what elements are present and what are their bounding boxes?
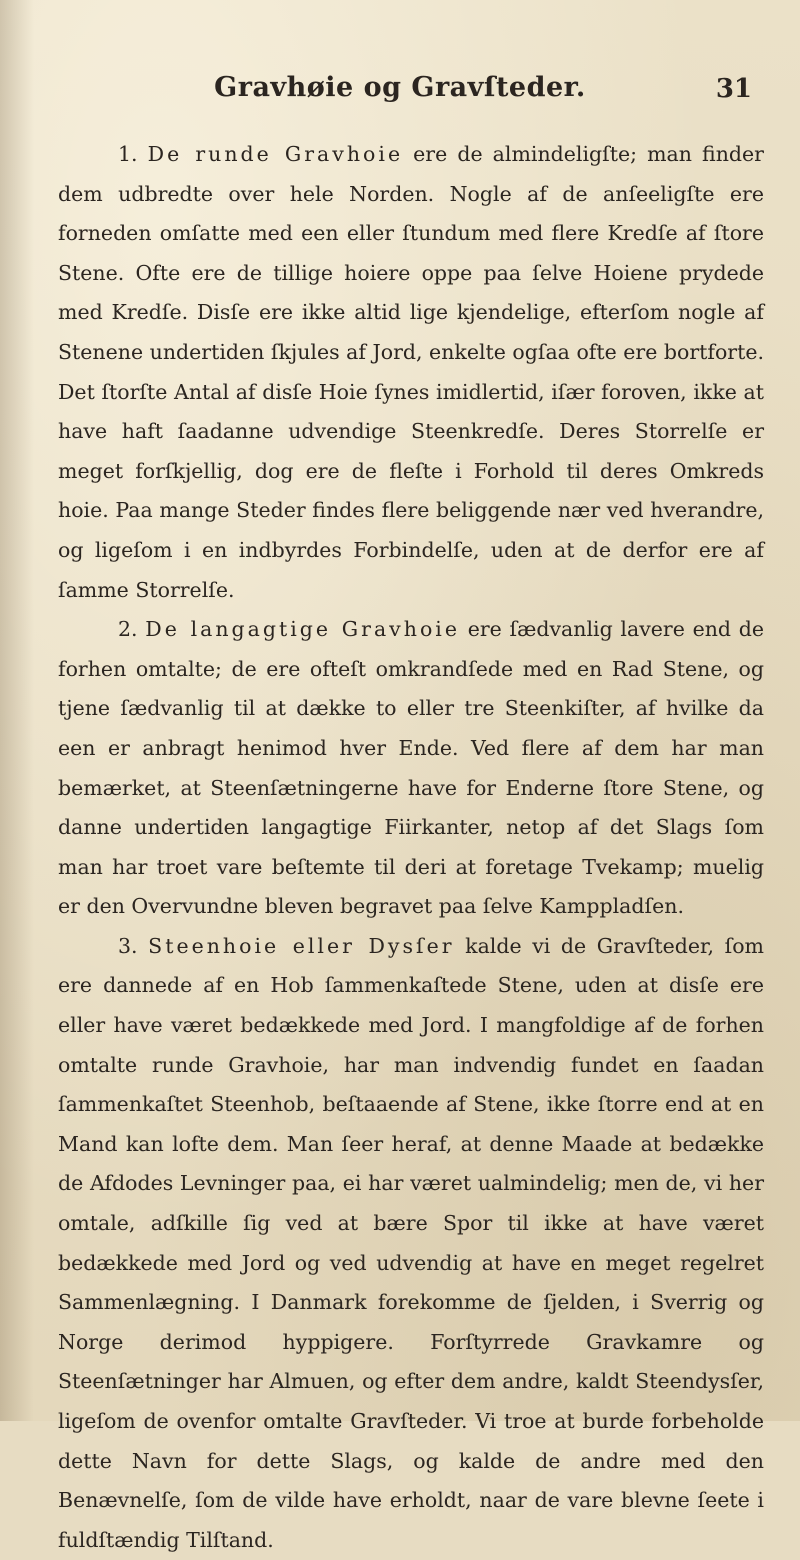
paragraph-1-text: ere de almindeligſte; man finder dem udbredte over hele Norden. Nogle af de anſeeligſte ere forneden omſatte med een eller ſtundum med flere Kredſe af ſtore Stene. Ofte ere de tillige hoiere oppe paa ſelve Hoiene prydede med Kredſe. Disſe ere ikke altid lige kjendelige, efterſom nogle af Stenene undertiden ſkjules af Jord, enkelte ogſaa ofte ere bortforte. Det ſtorſte Antal af disſe Hoie ſynes imidlertid, iſær foroven, ikke at have haft ſaadanne udvendige Steenkredſe. Deres Storrelſe er meget forſkjellig, dog ere de fleſte i Forhold til deres Omkreds hoie. Paa mange Steder findes flere beliggende nær ved hverandre, og ligeſom i en indbyrdes Forbindelſe, uden at de derfor ere af ſamme Storrelſe. <box>58 142 764 602</box>
paragraph-3-heading: Steenhoie eller Dysſer <box>148 933 455 958</box>
page-header <box>0 72 800 112</box>
paragraph-2 <box>58 610 764 927</box>
paragraph-2-text: ere ſædvanlig lavere end de forhen omtalte; de ere ofteſt omkrandſede med en Rad Stene, og tjene ſædvanlig til at dække to eller tre Steenkiſter, af hvilke da een er anbragt henimod hver Ende. Ved flere af dem har man bemærket, at Steenſætningerne have for Enderne ſtore Stene, og danne undertiden langagtige Fiirkanter, netop af det Slags ſom man har troet vare beſtemte til deri at foretage Tvekamp; muelig er den Overvundne bleven begravet paa ſelve Kamppladſen. <box>58 617 764 919</box>
paragraph-3 <box>58 927 764 1560</box>
paragraph-3-number: 3. <box>118 933 138 958</box>
body-text <box>58 135 764 1560</box>
page-gutter-shadow <box>0 0 34 1421</box>
paragraph-2-heading: De langagtige Gravhoie <box>145 617 460 642</box>
paragraph-1-heading: De runde Gravhoie <box>147 142 404 166</box>
paragraph-2-number: 2. <box>118 617 138 642</box>
paragraph-1-number: 1. <box>118 142 138 166</box>
page-number: 31 <box>715 74 752 104</box>
running-title: Gravhøie og Gravſteder. <box>214 72 586 103</box>
paragraph-1 <box>58 135 764 610</box>
paragraph-3-text: kalde vi de Gravſteder, ſom ere dannede af en Hob ſammenkaſtede Stene, uden at disſe ere eller have været bedækkede med Jord. I mangfoldige af de forhen omtalte runde Gravhoie, har man indvendig fundet en ſaadan ſammenkaſtet Steenhob, beſtaaende af Stene, ikke ſtorre end at en Mand kan lofte dem. Man ſeer heraf, at denne Maade at bedække de Afdodes Levninger paa, ei har været ualmindelig; men de, vi her omtale, adſkille ſig ved at bære Spor til ikke at have været bedækkede med Jord og ved udvendig at have en meget regelret Sammenlægning. I Danmark forekomme de ſjelden, i Sverrig og Norge derimod hyppigere. Forſtyrrede Gravkamre og Steenſætninger har Almuen, og efter dem andre, kaldt Steendysſer, ligeſom de ovenfor omtalte Gravſteder. Vi troe at burde forbeholde dette Navn for dette Slags, og kalde de andre med den Benævnelſe, ſom de vilde have erholdt, naar de vare blevne ſeete i fuldſtændig Tilſtand. <box>58 933 764 1552</box>
